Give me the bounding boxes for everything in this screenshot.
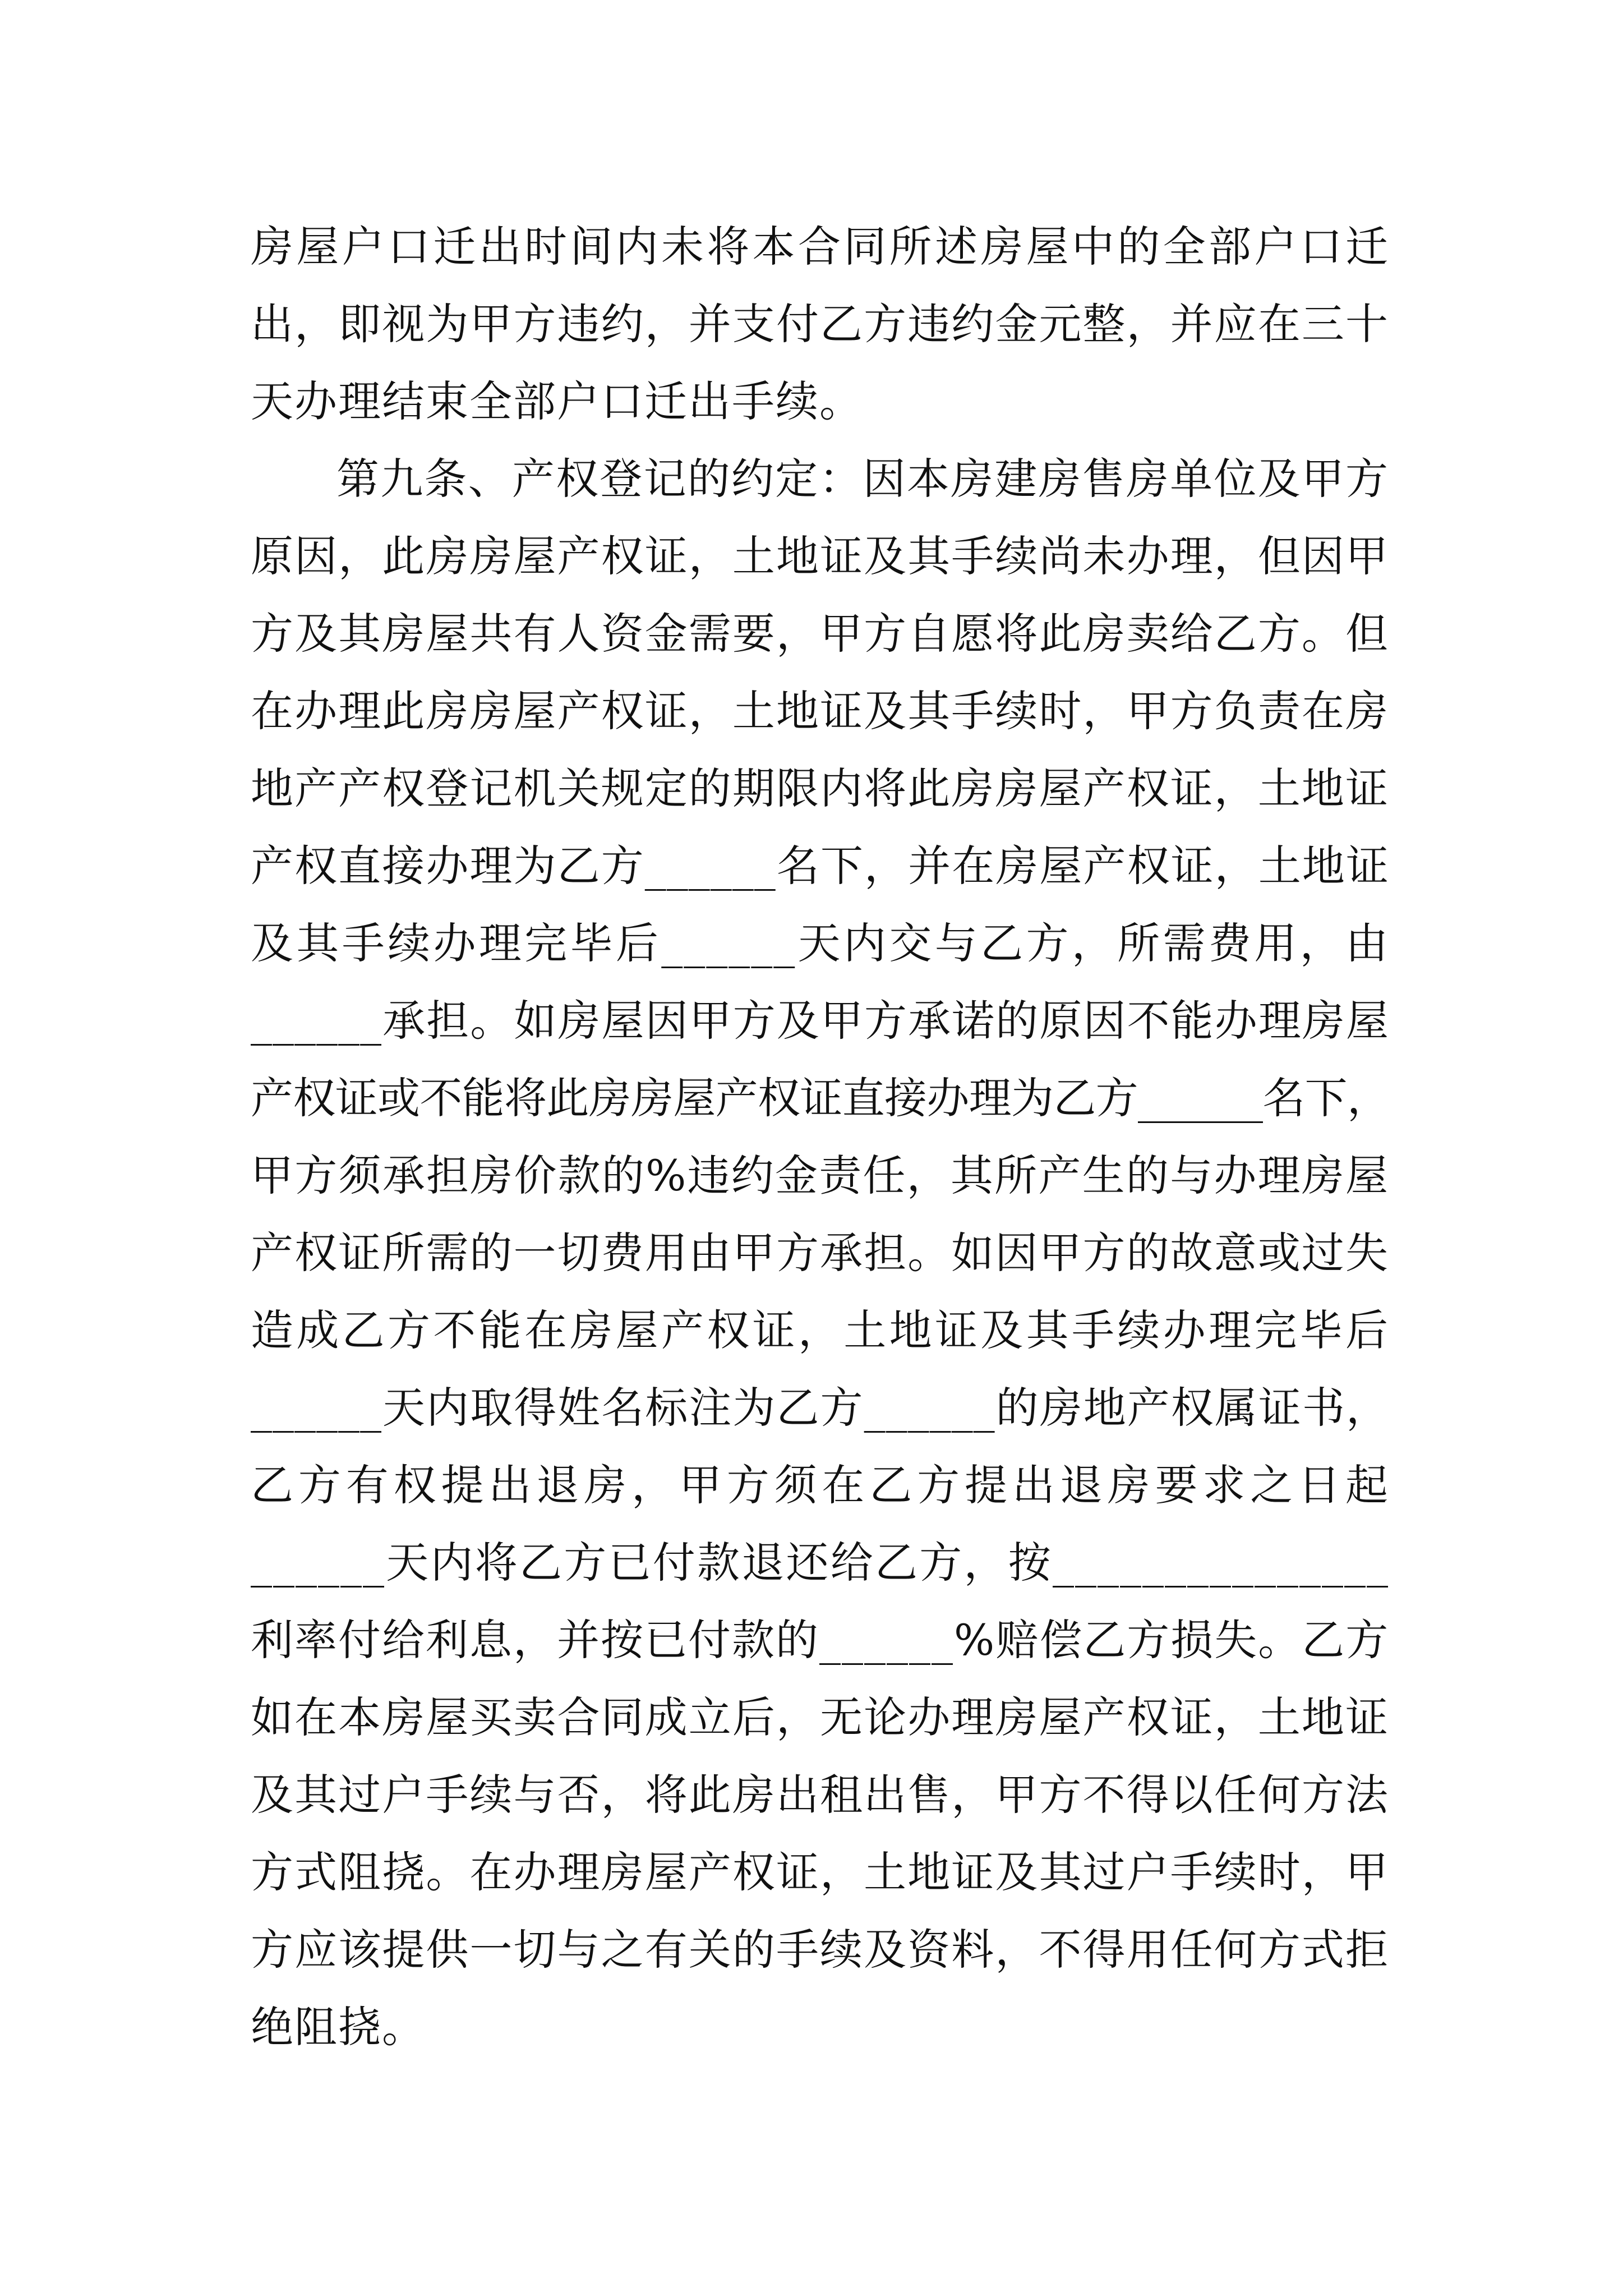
text-line: 利率付给利息，并按已付款的______%赔偿乙方损失。乙方 (251, 1615, 1390, 1665)
text-line: 甲方须承担房价款的%违约金责任，其所产生的与办理房屋 (251, 1151, 1389, 1200)
text-line: 产权证所需的一切费用由甲方承担。如因甲方的故意或过失 (251, 1228, 1389, 1278)
text-line: 乙方有权提出退房，甲方须在乙方提出退房要求之日起 (251, 1460, 1389, 1510)
text-line: 方式阻挠。在办理房屋产权证，土地证及其过户手续时，甲 (251, 1847, 1389, 1897)
text-line: 第九条、产权登记的约定：因本房建房售房单位及甲方 (336, 454, 1389, 504)
text-line: 及其手续办理完毕后______天内交与乙方，所需费用，由 (251, 918, 1389, 968)
text-line: 方及其房屋共有人资金需要，甲方自愿将此房卖给乙方。但 (251, 609, 1389, 659)
text-line: 地产产权登记机关规定的期限内将此房房屋产权证，土地证 (251, 763, 1389, 813)
text-line: 产权直接办理为乙方______名下，并在房屋产权证，土地证 (251, 841, 1389, 891)
text-line: 及其过户手续与否，将此房出租出售，甲方不得以任何方法 (251, 1770, 1389, 1820)
text-line: 产权证或不能将此房房屋产权证直接办理为乙方______名下， (251, 1073, 1389, 1123)
text-line: ______天内取得姓名标注为乙方______的房地产权属证书， (251, 1383, 1389, 1433)
text-line: ______承担。如房屋因甲方及甲方承诺的原因不能办理房屋 (251, 996, 1389, 1046)
text-line: 在办理此房房屋产权证，土地证及其手续时，甲方负责在房 (251, 686, 1389, 736)
text-line: 出，即视为甲方违约，并支付乙方违约金元整，并应在三十 (251, 299, 1389, 349)
text-line: 如在本房屋买卖合同成立后，无论办理房屋产权证，土地证 (251, 1692, 1389, 1742)
text-line: 天办理结束全部户口迁出手续。 (251, 376, 863, 426)
text-line: 方应该提供一切与之有关的手续及资料，不得用任何方式拒 (251, 1925, 1389, 1975)
text-line: 造成乙方不能在房屋产权证，土地证及其手续办理完毕后 (251, 1305, 1389, 1355)
text-line: 绝阻挠。 (251, 2002, 426, 2052)
text-line: 房屋户口迁出时间内未将本合同所述房屋中的全部户口迁 (251, 222, 1389, 272)
text-line: 原因，此房房屋产权证，土地证及其手续尚未办理，但因甲 (251, 531, 1389, 581)
text-line: ______天内将乙方已付款退还给乙方，按_______________ (251, 1538, 1389, 1588)
